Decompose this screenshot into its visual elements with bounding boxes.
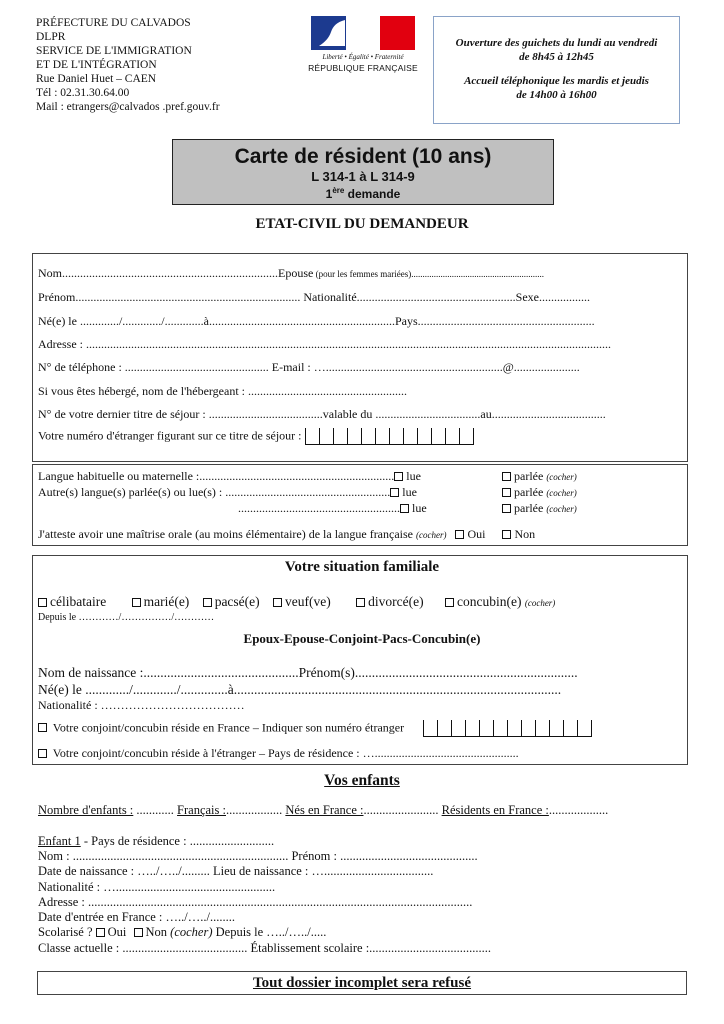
conjoint-nationalite-field[interactable]: Nationalité : ……………………………… [38, 698, 245, 712]
divorce-checkbox[interactable] [356, 598, 365, 607]
logo-motto: Liberté • Égalité • Fraternité [322, 53, 404, 61]
parlee-checkbox[interactable] [502, 488, 511, 497]
address-line: Rue Daniel Huet – CAEN [36, 73, 157, 85]
form-demand-type: 1ère demande [325, 186, 401, 201]
enfant1-adresse-field[interactable]: Adresse : ........................................................................................................................... [38, 895, 473, 909]
enfant1-nom-field[interactable]: Nom : ..................................................................... Prénom : ............................................ [38, 849, 478, 863]
lue-checkbox[interactable] [400, 504, 409, 513]
address-line: PRÉFECTURE DU CALVADOS [36, 17, 191, 29]
numero-etranger-row: Votre numéro d'étranger figurant sur ce titre de séjour : [38, 428, 474, 445]
lue-checkbox[interactable] [394, 472, 403, 481]
reside-france-checkbox[interactable] [38, 723, 47, 732]
lue-checkbox[interactable] [390, 488, 399, 497]
concubin-checkbox[interactable] [445, 598, 454, 607]
telephone-email-field[interactable]: N° de téléphone : ................................................ E-mail : …...........................................................@...................... [38, 360, 580, 374]
logo-republic: RÉPUBLIQUE FRANÇAISE [308, 63, 418, 73]
pacse-checkbox[interactable] [203, 598, 212, 607]
prenom-nationalite-sexe-field[interactable]: Prénom........................................................................... Nationalité.....................................................Sexe................. [38, 290, 590, 304]
situation-depuis-field[interactable]: Depuis le …………/……………/………… [38, 612, 215, 623]
enfant1-classe-field[interactable]: Classe actuelle : ........................................ Établissement scolaire :....................................... [38, 941, 492, 955]
hebergeant-field[interactable]: Si vous êtes hébergé, nom de l'hébergeant : ..................................................... [38, 384, 407, 398]
autres-langues-field[interactable]: Autre(s) langue(s) parlée(s) ou lue(s) : ....................................................... [38, 485, 391, 499]
incomplete-warning: Tout dossier incomplet sera refusé [37, 971, 687, 995]
scolarise-non-checkbox[interactable] [134, 928, 143, 937]
autres-langues-row: Autre(s) langue(s) parlée(s) ou lue(s) : ....................................................... lue [38, 485, 417, 499]
parlee-checkbox[interactable] [502, 472, 511, 481]
naissance-field[interactable]: Né(e) le ............./............./.............à..............................................................Pays........................................................... [38, 314, 595, 328]
marianne-flag-icon [311, 16, 415, 50]
counter-hours-line2: de 8h45 à 12h45 [519, 51, 594, 63]
phone-hours-line1: Accueil téléphonique les mardis et jeudis [464, 75, 649, 87]
enfant1-nationalite-field[interactable]: Nationalité : …................................................... [38, 880, 276, 894]
adresse-field[interactable]: Adresse : ............................................................................................................................................................................... [38, 337, 611, 351]
conjoint-nom-field[interactable]: Nom de naissance :..............................................Prénom(s).................................................................. [38, 665, 578, 680]
address-line: ET DE L'INTÉGRATION [36, 59, 157, 71]
reside-etranger-row: Votre conjoint/concubin réside à l'étranger – Pays de résidence : …................................................ [38, 746, 519, 761]
parlee-checkbox[interactable] [502, 504, 511, 513]
situation-familiale-heading: Votre situation familiale [284, 559, 440, 575]
etat-civil-heading: ETAT-CIVIL DU DEMANDEUR [255, 216, 469, 232]
reside-etranger-checkbox[interactable] [38, 749, 47, 758]
nom-field[interactable]: Nom........................................................................Epouse (pour les femmes mariées)........................................................... [38, 266, 545, 280]
oui-checkbox[interactable] [455, 530, 464, 539]
conjoint-numero-cells[interactable] [423, 720, 592, 737]
situation-options-row: célibataire marié(e) pacsé(e) veuf(ve) divorcé(e) concubin(e) (cocher) [38, 594, 555, 610]
atteste-row: J'atteste avoir une maîtrise orale (au moins élémentaire) de la langue française (cocher) Oui Non [38, 527, 536, 541]
enfant1-scolarise-row: Scolarisé ? Oui Non (cocher) Depuis le …../…../..... [38, 925, 327, 939]
form-title: Carte de résident (10 ans) [234, 145, 492, 168]
address-line: Tél : 02.31.30.64.00 [36, 87, 130, 99]
conjoint-naissance-field[interactable]: Né(e) le ............./............./..............à................................................................................................. [38, 682, 562, 697]
counter-hours-line1: Ouverture des guichets du lundi au vendredi [455, 37, 658, 49]
celibataire-checkbox[interactable] [38, 598, 47, 607]
enfant1-entree-field[interactable]: Date d'entrée en France : …../…../........ [38, 910, 235, 924]
veuf-checkbox[interactable] [273, 598, 282, 607]
form-title-box [172, 139, 554, 205]
prefecture-address [36, 16, 220, 114]
numero-etranger-cells[interactable] [305, 428, 474, 445]
opening-hours-box [433, 16, 680, 124]
enfant1-naissance-field[interactable]: Date de naissance : …../…../......... Lieu de naissance : …................................... [38, 864, 434, 878]
non-checkbox[interactable] [502, 530, 511, 539]
marie-checkbox[interactable] [132, 598, 141, 607]
titre-sejour-field[interactable]: N° de votre dernier titre de séjour : ......................................valable du ...................................au...................................... [38, 407, 606, 421]
enfant1-pays-field[interactable]: Enfant 1 - Pays de résidence : ........................... [38, 834, 275, 848]
langue-habituelle-field[interactable]: Langue habituelle ou maternelle :................................................................. [38, 469, 395, 483]
form-articles: L 314-1 à L 314-9 [311, 169, 415, 184]
autres-langues-field-2[interactable]: ...................................................... [238, 501, 400, 515]
langue-habituelle-row: Langue habituelle ou maternelle :................................................................. lue [38, 469, 421, 483]
marianne-logo [308, 16, 418, 73]
reside-france-row: Votre conjoint/concubin réside en France – Indiquer son numéro étranger [38, 720, 592, 737]
address-line: SERVICE DE L'IMMIGRATION [36, 45, 192, 57]
phone-hours-line2: de 14h00 à 16h00 [516, 89, 597, 101]
enfants-counts-row[interactable]: Nombre d'enfants : ............ Français :.................. Nés en France :........................ Résidents en France :................... [38, 803, 609, 817]
address-line: Mail : etrangers@calvados .pref.gouv.fr [36, 101, 220, 113]
enfants-heading: Vos enfants [324, 772, 400, 789]
scolarise-oui-checkbox[interactable] [96, 928, 105, 937]
address-line: DLPR [36, 31, 66, 43]
conjoint-subheading: Epoux-Epouse-Conjoint-Pacs-Concubin(e) [243, 631, 481, 646]
